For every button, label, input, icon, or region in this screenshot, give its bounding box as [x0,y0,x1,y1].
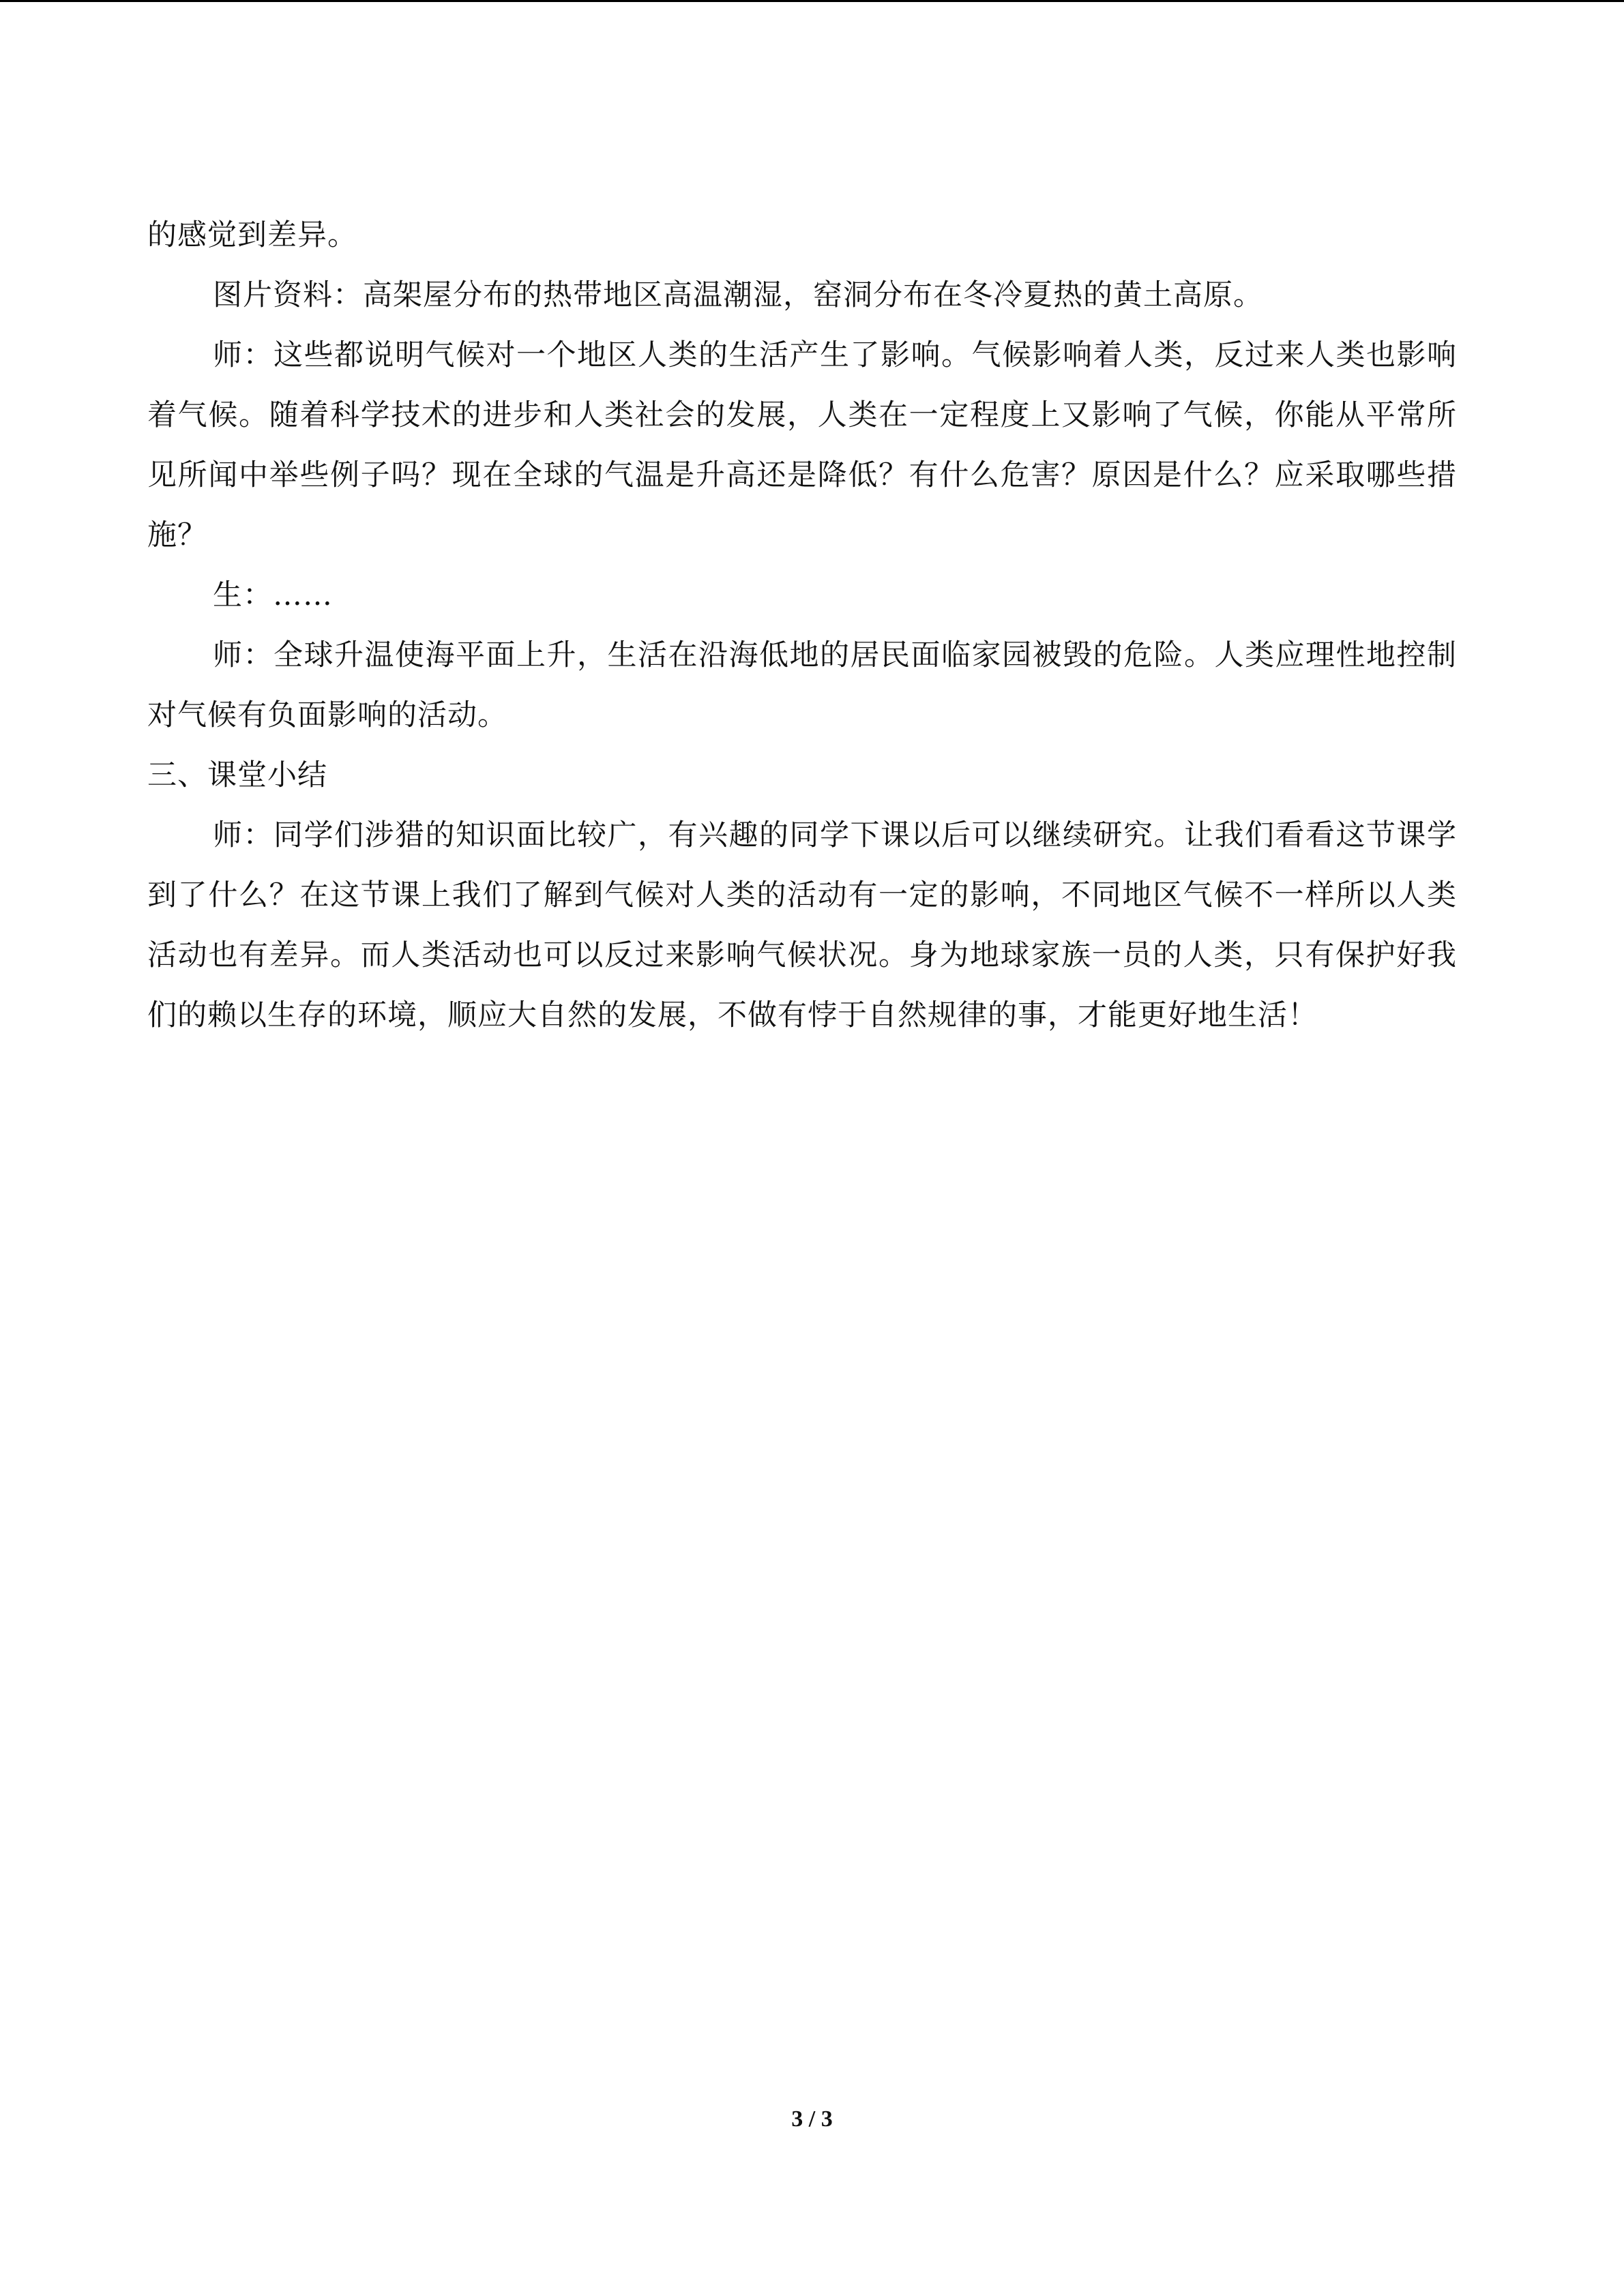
paragraph-continuation: 的感觉到差异。 [147,218,357,252]
paragraph-teacher-climate-influence: 师：这些都说明气候对一个地区人类的生活产生了影响。气候影响着人类，反过来人类也影响着气候。随着科学技术的进步和人类社会的发展，人类在一定程度上又影响了气候，你能从平常所见所闻中举些例子吗？现在全球的气温是升高还是降低？有什么危害？原因是什么？应采取哪些措施？ [147,338,1457,552]
document-body [147,205,1457,1045]
paragraph-teacher-global-warming: 师：全球升温使海平面上升，生活在沿海低地的居民面临家园被毁的危险。人类应理性地控制对气候有负面影响的活动。 [147,638,1457,732]
page-number: 3 / 3 [791,2106,833,2132]
paragraph-picture-material: 图片资料：高架屋分布的热带地区高温潮湿，窑洞分布在冬冷夏热的黄土高原。 [213,278,1263,312]
paragraph-student-reply: 生：…… [213,578,333,612]
section-heading-summary: 三、课堂小结 [147,758,327,792]
paragraph-teacher-summary: 师：同学们涉猎的知识面比较广，有兴趣的同学下课以后可以继续研究。让我们看看这节课学到了什么？在这节课上我们了解到气候对人类的活动有一定的影响，不同地区气候不一样所以人类活动也有差异。而人类活动也可以反过来影响气候状况。身为地球家族一员的人类，只有保护好我们的赖以生存的环境，顺应大自然的发展，不做有悖于自然规律的事，才能更好地生活！ [147,818,1457,1032]
